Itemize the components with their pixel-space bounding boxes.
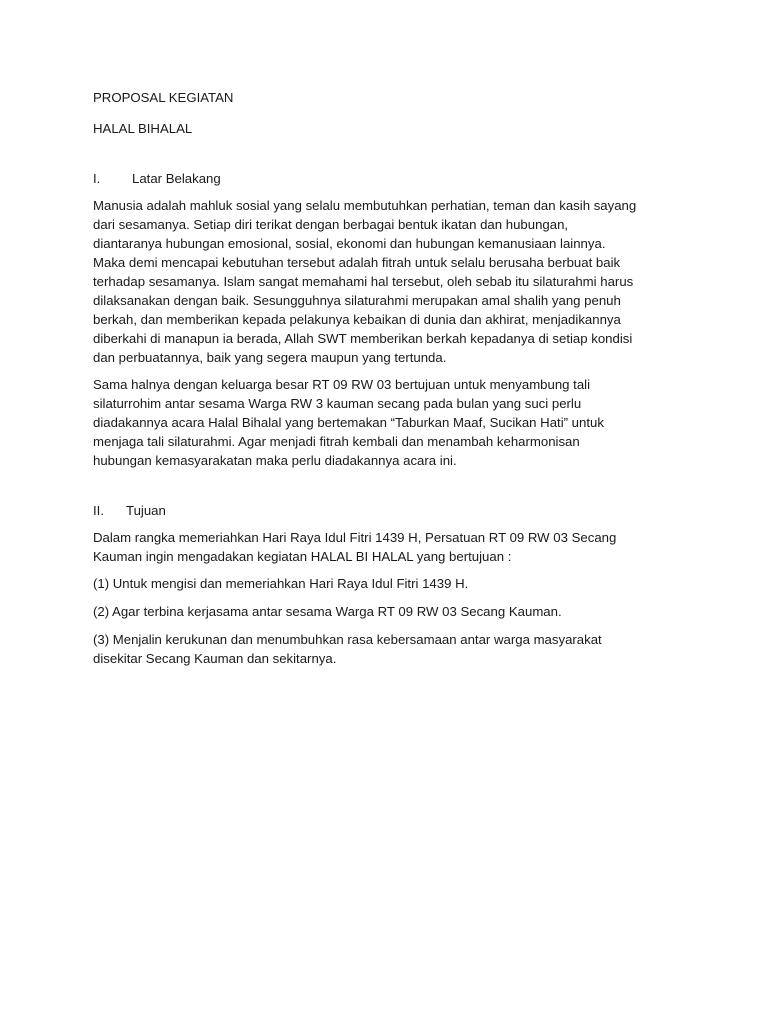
paragraph-line: hubungan kemasyarakatan maka perlu diadakannya acara ini. (93, 453, 457, 468)
list-item-goal-1 (93, 574, 683, 593)
list-item-text: (1) Untuk mengisi dan memeriahkan Hari Raya Idul Fitri 1439 H. (93, 576, 469, 591)
paragraph-line: diantaranya hubungan emosional, sosial, ekonomi dan hubungan kemanusiaan lainnya. (93, 236, 606, 251)
list-item-goal-3 (93, 630, 683, 668)
paragraph-line: Kauman ingin mengadakan kegiatan HALAL BI HALAL yang bertujuan : (93, 549, 512, 564)
paragraph-line: terhadap sesamanya. Islam sangat memahami hal tersebut, oleh sebab itu silaturahmi harus (93, 274, 634, 289)
list-item-goal-2 (93, 602, 683, 621)
paragraph-line: diberkahi di manapun ia berada, Allah SWT memberikan berkah kepadanya di setiap kondisi (93, 331, 633, 346)
paragraph-latar-belakang-1 (93, 196, 683, 367)
document-title: PROPOSAL KEGIATAN (93, 90, 234, 105)
section-number: II. (93, 503, 104, 518)
document-body (93, 88, 683, 677)
paragraph-line: menjaga tali silaturahmi. Agar menjadi fitrah kembali dan menambah keharmonisan (93, 434, 580, 449)
section-title: Latar Belakang (132, 171, 221, 186)
paragraph-line: Manusia adalah mahluk sosial yang selalu membutuhkan perhatian, teman dan kasih sayang (93, 198, 637, 213)
section-heading-tujuan (93, 501, 683, 520)
paragraph-line: diadakannya acara Halal Bihalal yang bertemakan “Taburkan Maaf, Sucikan Hati” untuk (93, 415, 604, 430)
list-item-text: (2) Agar terbina kerjasama antar sesama Warga RT 09 RW 03 Secang Kauman. (93, 604, 562, 619)
section-title: Tujuan (126, 503, 166, 518)
section-heading-latar-belakang (93, 169, 683, 188)
document-subtitle: HALAL BIHALAL (93, 121, 193, 136)
paragraph-line: Sama halnya dengan keluarga besar RT 09 RW 03 bertujuan untuk menyambung tali (93, 377, 591, 392)
paragraph-latar-belakang-2 (93, 375, 683, 470)
section-number: I. (93, 171, 101, 186)
paragraph-line: berkah, dan memberikan kepada pelakunya kebaikan di dunia dan akhirat, menjadikannya (93, 312, 621, 327)
paragraph-line: silaturrohim antar sesama Warga RW 3 kauman secang pada bulan yang suci perlu (93, 396, 582, 411)
list-item-text: disekitar Secang Kauman dan sekitarnya. (93, 651, 337, 666)
paragraph-line: Dalam rangka memeriahkan Hari Raya Idul Fitri 1439 H, Persatuan RT 09 RW 03 Secang (93, 530, 617, 545)
list-item-text: (3) Menjalin kerukunan dan menumbuhkan rasa kebersamaan antar warga masyarakat (93, 632, 602, 647)
paragraph-line: dari sesamanya. Setiap diri terikat dengan berbagai bentuk ikatan dan hubungan, (93, 217, 569, 232)
paragraph-line: Maka demi mencapai kebutuhan tersebut adalah fitrah untuk selalu berusaha berbuat baik (93, 255, 621, 270)
paragraph-tujuan-intro (93, 528, 683, 566)
paragraph-line: dan perbuatannya, baik yang segera maupun yang tertunda. (93, 350, 447, 365)
paragraph-line: dilaksanakan dengan baik. Sesungguhnya silaturahmi merupakan amal shalih yang penuh (93, 293, 621, 308)
